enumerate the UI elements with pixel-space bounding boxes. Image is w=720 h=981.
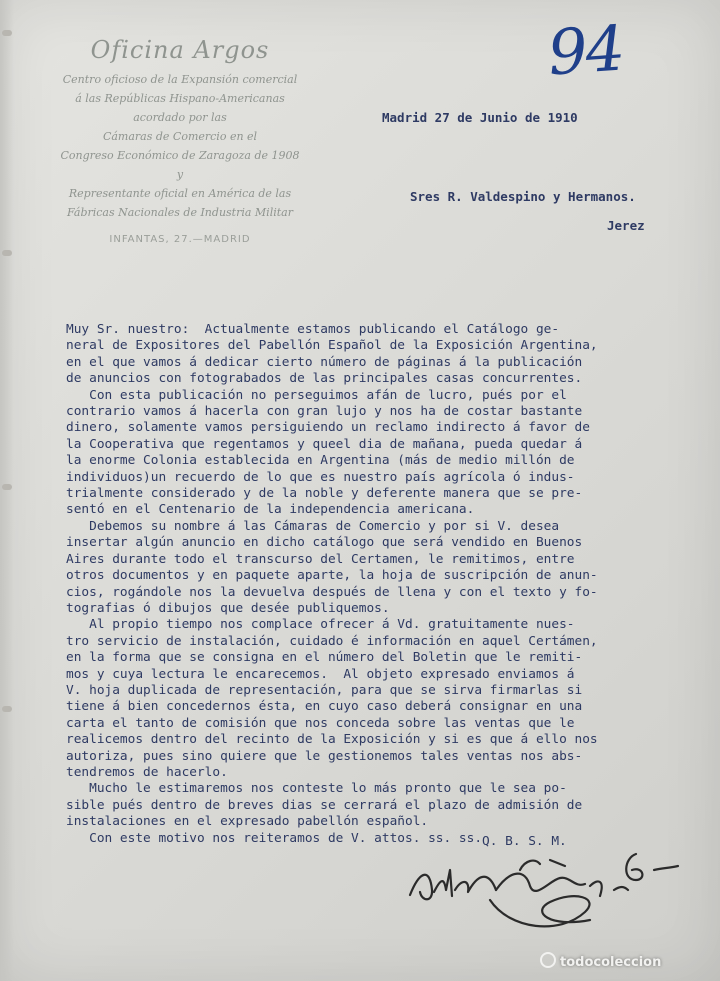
- watermark-text: todocoleccion: [560, 955, 662, 970]
- body-line: tiene á bien concedernos ésta, en cuyo caso deberá consignar en una: [66, 699, 583, 715]
- body-line: la enorme Colonia establecida en Argentina (más de medio millón de: [66, 453, 575, 469]
- letterhead-line: y: [176, 168, 184, 181]
- body-line: Debemos su nombre á las Cámaras de Comercio y por si V. desea: [66, 518, 560, 534]
- letterhead-line: Congreso Económico de Zaragoza de 1908: [60, 149, 300, 162]
- body-line: Muy Sr. nuestro: Actualmente estamos publicando el Catálogo ge-: [66, 322, 560, 337]
- letterhead: [30, 36, 330, 245]
- handwritten-signature: [400, 840, 700, 940]
- body-line: insertar algún anuncio en dicho catálogo que será vendido en Buenos: [66, 535, 583, 551]
- letter-body: [66, 322, 696, 847]
- body-line: tografias ó dibujos que desée publiquemos.: [66, 600, 390, 616]
- body-line: Con este motivo nos reiteramos de V. attos. ss. ss.: [66, 830, 483, 846]
- body-line: otros documentos y en paquete aparte, la hoja de suscripción de anun-: [66, 568, 598, 584]
- recipient-name: Sres R. Valdespino y Hermanos.: [410, 189, 636, 204]
- body-line: sible pués dentro de breves dias se cerrará el plazo de admisión de: [66, 797, 583, 813]
- watermark: [540, 952, 661, 970]
- body-line: realicemos dentro del recinto de la Exposición y si es que á ello nos: [66, 732, 598, 748]
- letterhead-line: acordado por las: [133, 111, 227, 124]
- binding-hole: [2, 250, 12, 256]
- body-line: trialmente considerado y de la noble y deferente manera que se pre-: [66, 486, 583, 502]
- body-line: tendremos de hacerlo.: [66, 764, 228, 780]
- letterhead-address: INFANTAS, 27.—MADRID: [109, 234, 251, 245]
- body-line: contrario vamos á hacerla con gran lujo y nos ha de costar bastante: [66, 404, 583, 420]
- body-line: carta el tanto de comisión que nos conceda sobre las ventas que le: [66, 715, 575, 731]
- body-line: en la forma que se consigna en el número del Boletin que le remiti-: [66, 650, 583, 666]
- body-line: Mucho le estimaremos nos conteste lo más pronto que le sea po-: [66, 781, 567, 797]
- body-line: instalaciones en el expresado pabellón español.: [66, 814, 429, 830]
- closing-formula: Q. B. S. M.: [482, 834, 567, 849]
- body-line: individuos)un recuerdo de lo que es nuestro país agrícola ó indus-: [66, 469, 575, 485]
- body-line: la Cooperativa que regentamos y queel dia de mañana, pueda quedar á: [66, 436, 583, 452]
- body-line: neral de Expositores del Pabellón Español de la Exposición Argentina,: [66, 338, 598, 354]
- letterhead-line: Cámaras de Comercio en el: [102, 130, 258, 143]
- binding-hole: [2, 706, 12, 712]
- letterhead-line: Fábricas Nacionales de Industria Militar: [67, 206, 293, 219]
- letterhead-line: á las Repúblicas Hispano-Americanas: [75, 92, 285, 105]
- letterhead-line: Representante oficial en América de las: [68, 187, 292, 200]
- letterhead-line: Centro oficioso de la Expansión comercial: [62, 73, 298, 86]
- letterhead-title: Oficina Argos: [90, 36, 270, 64]
- body-line: autoriza, pues sino quiere que le gestionemos tales ventas nos abs-: [66, 748, 583, 764]
- body-line: Con esta publicación no perseguimos afán de lucro, pués por el: [66, 387, 567, 403]
- body-line: sentó en el Centenario de la independencia americana.: [66, 502, 475, 518]
- body-line: Al propio tiempo nos complace ofrecer á Vd. gratuitamente nues-: [66, 617, 575, 633]
- watermark-logo-icon: [540, 952, 556, 968]
- body-line: de anuncios con fotograbados de las principales casas concurrentes.: [66, 371, 583, 387]
- binding-hole: [2, 484, 12, 490]
- letter-date: Madrid 27 de Junio de 1910: [382, 110, 578, 125]
- body-line: en el que vamos á dedicar cierto número de páginas á la publicación: [66, 354, 583, 370]
- body-line: tro servicio de instalación, cuidado é información en aquel Certámen,: [66, 633, 598, 649]
- body-line: V. hoja duplicada de representación, para que se sirva firmarlas si: [66, 682, 583, 698]
- body-line: dinero, solamente vamos persiguiendo un reclamo indirecto á favor de: [66, 420, 590, 436]
- reference-number: 94: [545, 11, 626, 90]
- recipient-city: Jerez: [607, 218, 645, 233]
- binding-hole: [2, 30, 12, 36]
- body-line: Aires durante todo el transcurso del Certamen, le remitimos, entre: [66, 551, 575, 567]
- body-line: cios, rogándole nos la devuelva después de llena y con el texto y fo-: [66, 584, 598, 600]
- body-line: mos y cuya lectura le encarecemos. Al objeto expresado enviamos á: [66, 666, 575, 682]
- paper-edge: [0, 0, 14, 981]
